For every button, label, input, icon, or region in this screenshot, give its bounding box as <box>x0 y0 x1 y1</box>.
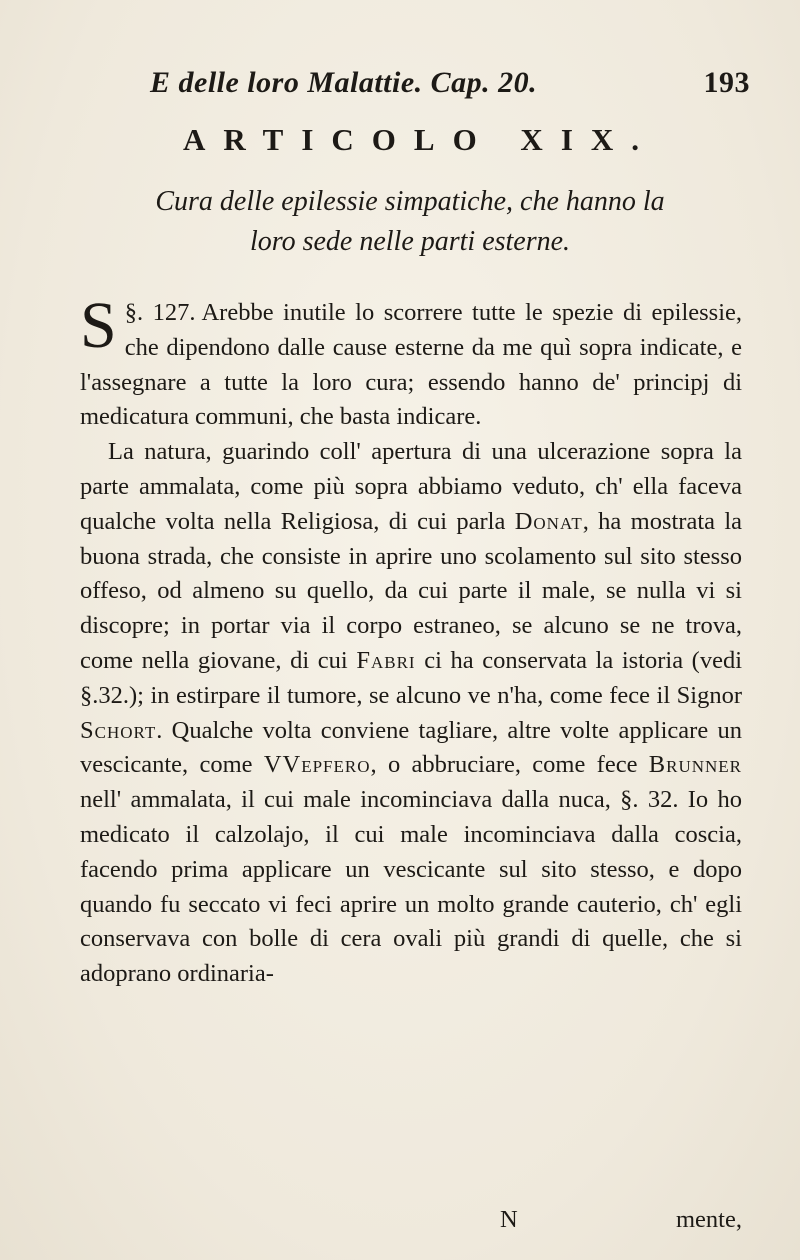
paragraph-2-text-4: . Qualche volta conviene tagliare, altre volte applicare un vescicante, come <box>80 716 742 779</box>
paragraph-2 <box>80 435 742 992</box>
paragraph-2-text-3: ci ha conservata la istoria (vedi §.32.); in estirpare il tumore, se alcuno ve n'ha, come fece il Signor <box>80 646 743 709</box>
author-name-fabri: Fabri <box>356 646 416 674</box>
author-name-donat: Donat <box>514 507 583 535</box>
paragraph-2-text-1: La natura, guarindo coll' apertura di una ulcerazione sopra la parte ammalata, come più sopra abbiamo veduto, ch' ella faceva qualche volta nella Religiosa, di cui parla <box>80 438 742 535</box>
paragraph-2-text-5: , o abbruciare, come fece <box>370 751 638 779</box>
author-name-brunner: Brunner <box>648 751 743 779</box>
paragraph-2-text-2: , ha mostrata la buona strada, che consiste in aprire uno scolamento sul sito stesso offeso, od almeno su quello, da cui parte il male, se nulla vi si discopre; in portar via il corpo estraneo, se alcuno se ne trova, come nella giovane, di cui <box>80 507 743 674</box>
article-subtitle <box>110 182 710 262</box>
page-number: 193 <box>703 66 750 99</box>
subtitle-line-1: Cura delle epilessie simpatiche, che hanno la <box>155 186 665 217</box>
author-name-wepfero: VVepfero <box>263 751 371 779</box>
paragraph-1-text: Arebbe inutile lo scorrere tutte le spezie di epilessie, che dipendono dalle cause esterne da me quì sopra indicate, e l'assegnare a tutte la loro cura; essendo hanno de' principj di medicatura communi, che basta indicare. <box>80 299 742 431</box>
page-footer <box>80 1206 742 1242</box>
signature-mark: N <box>500 1206 518 1233</box>
subtitle-line-2: loro sede nelle parti esterne. <box>249 226 571 257</box>
body-text <box>80 289 743 992</box>
paragraph-2-text-6: nell' ammalata, il cui male incominciava dalla nuca, §. 32. Io ho medicato il calzolajo, il cui male incominciava dalla coscia, facendo prima applicare un vescicante sul sito stesso, e dopo quando fu seccato vi feci aprire un molto grande cauterio, ch' egli conservava con bolle di cera ovali più grandi di quelle, che si adoprano ordinaria- <box>80 786 742 988</box>
running-header <box>150 66 750 100</box>
running-title: E delle loro Malattie. Cap. 20. <box>150 66 538 99</box>
section-number: §. 127. <box>124 299 196 326</box>
drop-cap: S <box>80 289 117 362</box>
paragraph-1 <box>80 289 742 435</box>
catchword: mente, <box>676 1206 742 1233</box>
article-title: ARTICOLO XIX. <box>182 122 658 157</box>
author-name-schort: Schort <box>80 716 157 744</box>
